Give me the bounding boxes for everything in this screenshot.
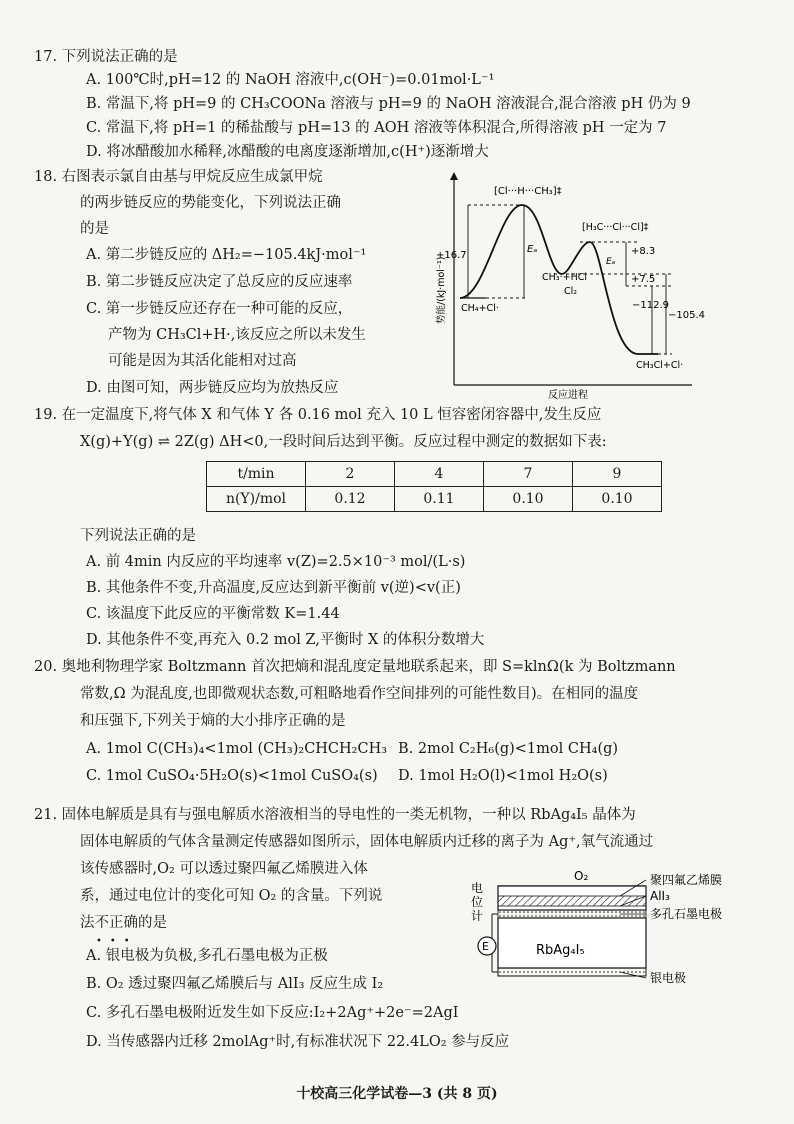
ts2-label: [H₃C···Cl···Cl]‡ (582, 222, 649, 233)
ea-label-2: Eₐ (606, 257, 616, 267)
electrolyte-label: RbAg₄I₅ (536, 943, 585, 958)
e2-value: +8.3 (631, 246, 656, 257)
q21-option-b: B. O₂ 透过聚四氟乙烯膜后与 AlI₃ 反应生成 I₂ (86, 976, 384, 992)
q18-option-c-2: 产物为 CH₃Cl+H·,该反应之所以未发生 (108, 327, 366, 343)
meter-label-char: 位 (471, 895, 484, 909)
table-row (207, 487, 662, 512)
sensor-diagram (470, 866, 788, 992)
q20-stem-1: 20. 奥地利物理学家 Boltzmann 首次把熵和混乱度定量地联系起来，即 S=klnΩ(k 为 Boltzmann (34, 659, 676, 675)
q21-stem-1: 21. 固体电解质是具有与强电解质水溶液相当的导电性的一类无机物，一种以 RbAg₄I₅ 晶体为 (34, 807, 636, 823)
q21-stem-5: 法不正确的是 (80, 915, 167, 931)
q19-reaction: X(g)+Y(g) ⇌ 2Z(g) ΔH<0,一段时间后达到平衡。反应过程中测定的数据如下表: (80, 434, 607, 450)
table-cell: 0.11 (395, 487, 484, 512)
silver-label: 银电极 (650, 971, 687, 985)
ea1-value: +16.7 (436, 250, 467, 261)
q19-option-c: C. 该温度下此反应的平衡常数 K=1.44 (86, 606, 340, 622)
emphasis-dots: ••• (96, 936, 138, 947)
ea-label-1: Eₐ (527, 244, 538, 255)
q17-option-c: C. 常温下,将 pH=1 的稀盐酸与 pH=13 的 AOH 溶液等体积混合,所得溶液 pH 一定为 7 (86, 120, 667, 136)
q17-stem: 17. 下列说法正确的是 (34, 49, 178, 65)
q18-option-b: B. 第二步链反应决定了总反应的反应速率 (86, 274, 353, 290)
q20-option-d: D. 1mol H₂O(l)<1mol H₂O(s) (398, 768, 608, 784)
table-cell: 7 (484, 462, 573, 487)
start-label: CH₄+Cl· (461, 303, 499, 314)
intermediate-label: CH₃·+HCl (542, 272, 587, 283)
e3-value: +7.5 (631, 274, 656, 285)
table-cell: 4 (395, 462, 484, 487)
q17-option-a: A. 100℃时,pH=12 的 NaOH 溶液中,c(OH⁻)=0.01mol·L⁻¹ (86, 72, 495, 88)
ali3-label: AlI₃ (650, 889, 670, 903)
q19-data-table (206, 461, 662, 512)
q17-option-b: B. 常温下,将 pH=9 的 CH₃COONa 溶液与 pH=9 的 NaOH 溶液混合,混合溶液 pH 仍为 9 (86, 96, 691, 112)
q18-stem-2: 的两步链反应的势能变化，下列说法正确 (80, 195, 341, 211)
q21-option-c: C. 多孔石墨电极附近发生如下反应:I₂+2Ag⁺+2e⁻=2AgI (86, 1005, 459, 1021)
page-footer: 十校高三化学试卷—3 (共 8 页) (296, 1086, 498, 1102)
q21-stem-4: 系，通过电位计的变化可知 O₂ 的含量。下列说 (80, 888, 383, 904)
q18-option-c-3: 可能是因为其活化能相对过高 (108, 353, 297, 369)
meter-label-char: 电 (471, 881, 484, 895)
q19-option-d: D. 其他条件不变,再充入 0.2 mol Z,平衡时 X 的体积分数增大 (86, 632, 485, 648)
q20-option-c: C. 1mol CuSO₄·5H₂O(s)<1mol CuSO₄(s) (86, 768, 378, 784)
meter-label-char: 计 (471, 909, 484, 923)
table-row (207, 462, 662, 487)
q18-option-c: C. 第一步链反应还存在一种可能的反应， (86, 301, 353, 317)
energy-xlabel: 反应进程 (548, 390, 588, 401)
q19-stem: 19. 在一定温度下,将气体 X 和气体 Y 各 0.16 mol 充入 10 L 恒容密闭容器中,发生反应 (34, 407, 602, 423)
q19-option-b: B. 其他条件不变,升高温度,反应达到新平衡前 v(逆)<v(正) (86, 580, 461, 596)
q19-option-a: A. 前 4min 内反应的平均速率 v(Z)=2.5×10⁻³ mol/(L·s) (86, 554, 466, 570)
energy-diagram (430, 170, 706, 401)
q18-option-d: D. 由图可知，两步链反应均为放热反应 (86, 380, 339, 396)
q21-option-a: A. 银电极为负极,多孔石墨电极为正极 (86, 948, 328, 964)
table-cell: 0.10 (573, 487, 662, 512)
e4-value: −112.9 (632, 300, 670, 311)
q18-option-a: A. 第二步链反应的 ΔH₂=−105.4kJ·mol⁻¹ (86, 247, 367, 263)
o2-label: O₂ (574, 869, 589, 883)
q17-option-d: D. 将冰醋酸加水稀释,冰醋酸的电离度逐渐增加,c(H⁺)逐渐增大 (86, 144, 489, 160)
q18-stem-1: 18. 右图表示氯自由基与甲烷反应生成氯甲烷 (34, 169, 323, 185)
graphite-label: 多孔石墨电极 (650, 907, 723, 921)
meter-icon: E (482, 940, 489, 953)
q20-stem-2: 常数,Ω 为混乱度,也即微观状态数,可粗略地看作空间排列的可能性数目)。在相同的温度 (80, 686, 639, 702)
energy-ylabel: 势能/(kJ·mol⁻¹) (436, 256, 447, 324)
q20-stem-3: 和压强下,下列关于熵的大小排序正确的是 (80, 713, 346, 729)
q21-stem-3: 该传感器时,O₂ 可以透过聚四氟乙烯膜进入体 (80, 861, 368, 877)
end-label: CH₃Cl+Cl· (636, 360, 684, 371)
meter-label (471, 880, 483, 923)
table-cell: 0.10 (484, 487, 573, 512)
q21-option-d: D. 当传感器内迁移 2molAg⁺时,有标准状况下 22.4LO₂ 参与反应 (86, 1034, 510, 1050)
ts1-label: [Cl···H···CH₃]‡ (494, 186, 562, 197)
q18-stem-3: 的是 (80, 221, 109, 237)
table-cell: n(Y)/mol (207, 487, 306, 512)
q20-option-a: A. 1mol C(CH₃)₄<1mol (CH₃)₂CHCH₂CH₃ (86, 741, 388, 757)
table-cell: 9 (573, 462, 662, 487)
table-cell: 2 (306, 462, 395, 487)
table-cell: t/min (207, 462, 306, 487)
q20-option-b: B. 2mol C₂H₆(g)<1mol CH₄(g) (398, 741, 619, 757)
q19-prompt: 下列说法正确的是 (80, 528, 196, 544)
membrane-label: 聚四氟乙烯膜 (650, 873, 723, 887)
q21-stem-2: 固体电解质的气体含量测定传感器如图所示，固体电解质内迁移的离子为 Ag⁺,氧气流通过 (80, 834, 654, 850)
e5-value: −105.4 (668, 310, 706, 321)
cl2-label: Cl₂ (564, 286, 578, 297)
table-cell: 0.12 (306, 487, 395, 512)
